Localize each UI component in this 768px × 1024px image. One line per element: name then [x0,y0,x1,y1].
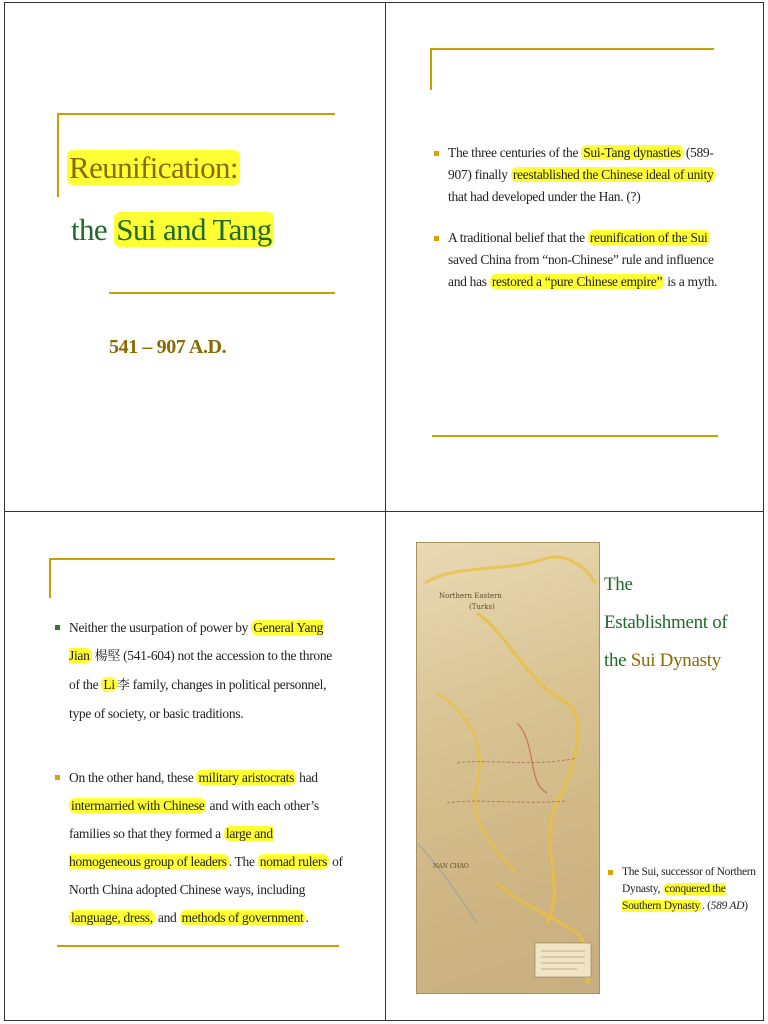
slide-title-line-2: the Sui and Tang [71,212,272,247]
map-label: NAN CHAO [433,863,469,870]
bullet-square-icon [55,775,60,780]
slide-title: The Establishment of the Sui Dynasty [604,574,728,671]
historical-map-image [416,542,600,994]
bottom-rule [432,435,718,437]
slide-1 [4,2,386,512]
slide-3 [4,511,386,1021]
top-rule [430,48,714,50]
bullet-item: A traditional belief that the reunification of the Sui saved China from “non-Chinese” rule and influence and has restored a “pure Chinese empire” is a myth. [434,227,734,293]
bullet-square-icon [55,625,60,630]
bullet-list [55,614,345,968]
slide-2 [385,2,764,512]
top-rule [57,113,335,115]
slide-4 [385,511,764,1021]
bullet-list [434,142,734,312]
left-rule [57,113,59,197]
bullet-square-icon [608,870,613,875]
bottom-rule [57,945,339,947]
bullet-square-icon [434,236,439,241]
top-rule [49,558,335,560]
date-range: 541 – 907 A.D. [109,336,227,358]
slide-title-line-1: Reunification: [69,150,238,185]
bullet-item: The Sui, successor of Northern Dynasty, conquered the Southern Dynasty . (589 AD) [608,864,758,915]
left-rule [49,558,51,598]
map-illustration [417,543,599,993]
bottom-rule [109,292,335,294]
bullet-item: The three centuries of the Sui-Tang dynasties (589-907) finally reestablished the Chinese ideal of unity that had developed under the Han. (?) [434,142,734,208]
left-rule [430,48,432,90]
bullet-item: On the other hand, these military aristocrats had intermarried with Chinese and with each other’s families so that they formed a large and homogeneous group of leaders . The nomad rulers of North China adopted Chinese ways, including language, dress, and methods of government . [55,764,345,932]
map-label: Northern Eastern [439,592,502,600]
bullet-item: Neither the usurpation of power by General Yang Jian 楊堅 (541-604) not the accession to the throne of the Li 李 family, changes in political personnel, type of society, or basic traditions. [55,614,345,728]
bullet-square-icon [434,151,439,156]
bullet-list [608,864,758,915]
map-label: (Turks) [469,603,495,611]
